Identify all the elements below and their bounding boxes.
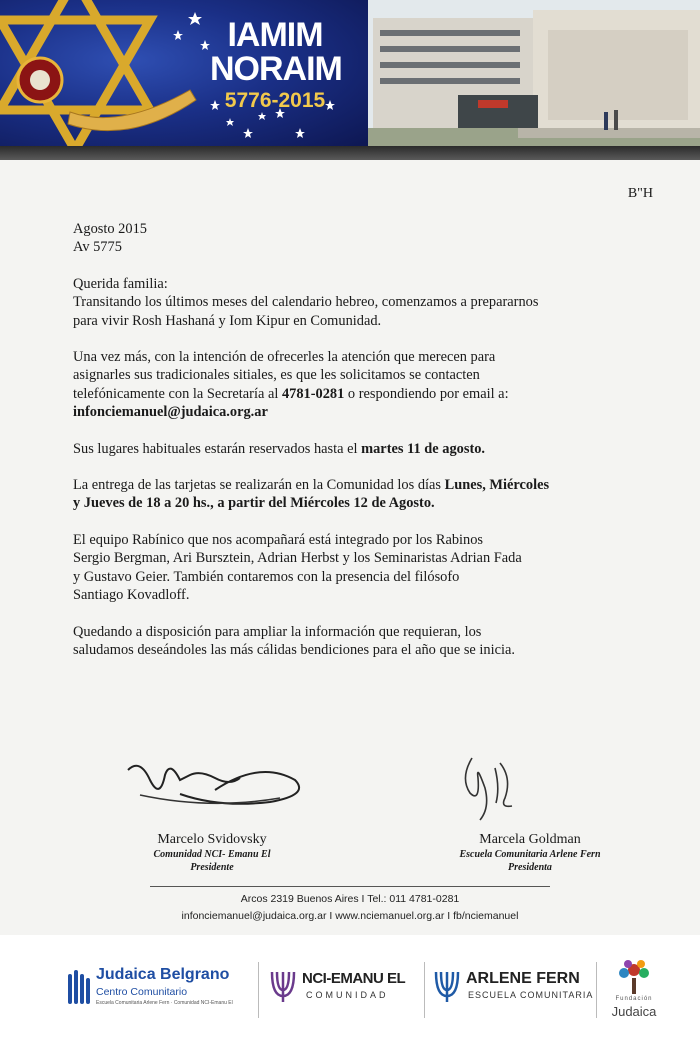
judaica-subtitle: Centro Comunitario xyxy=(96,986,188,998)
arlene-menorah-icon xyxy=(432,968,462,1004)
date-hebrew: Av 5775 xyxy=(73,239,122,256)
letter-date xyxy=(73,220,673,257)
p4-line1-bold: Lunes, Miércoles xyxy=(444,477,550,494)
paragraph-rabbinic-team xyxy=(73,531,673,605)
p2-line3 xyxy=(73,385,673,403)
banner-title-line2: NORAIM xyxy=(210,50,342,88)
signature-block-left xyxy=(87,832,337,874)
header-banner xyxy=(0,0,700,160)
p2-line2: asignarles sus tradicionales sitiales, es que les solicitamos se contacten xyxy=(73,367,480,384)
paragraph-cards xyxy=(73,476,673,513)
phone-number: 4781-0281 xyxy=(281,385,345,402)
logo-arlene-fern xyxy=(432,966,592,1016)
logo-separator xyxy=(424,962,425,1018)
p5-line1: El equipo Rabínico que nos acompañará está integrado por los Rabinos xyxy=(73,531,484,548)
logo-fundacion-judaica xyxy=(604,958,664,1028)
p4-line1-text: La entrega de las tarjetas se realizarán en la Comunidad los días xyxy=(73,477,445,494)
banner-title-year: 5776-2015 xyxy=(224,89,326,112)
nci-menorah-icon xyxy=(268,968,298,1004)
arlene-subtitle: ESCUELA COMUNITARIA xyxy=(468,990,594,1000)
p6-line2: saludamos deseándoles las más cálidas bendiciones para el año que se inicia. xyxy=(73,641,515,658)
p2-line1: Una vez más, con la intención de ofrecerles la atención que merecen para xyxy=(73,349,496,366)
banner-artwork-panel xyxy=(0,0,368,150)
p4-line2-bold: y Jueves de 18 a 20 hs., a partir del Miércoles 12 de Agosto. xyxy=(73,495,435,512)
p5-line2: Sergio Bergman, Ari Bursztein, Adrian Herbst y los Seminaristas Adrian Fada xyxy=(73,550,522,567)
p2-line3-text-b: o respondiendo por email a: xyxy=(344,385,509,402)
logo-nci-emanu-el xyxy=(268,966,418,1016)
greeting: Querida familia: xyxy=(73,275,168,292)
arlene-title: ARLENE FERN xyxy=(466,970,580,987)
signature-svidovsky xyxy=(120,750,310,820)
paragraph-reservation xyxy=(73,440,673,458)
logo-separator xyxy=(596,962,597,1018)
signer-organization: Escuela Comunitaria Arlene Fern xyxy=(459,849,601,860)
signature-block-right xyxy=(405,832,655,874)
tree-icon xyxy=(614,958,654,994)
bh-mark: B"H xyxy=(627,186,653,201)
banner-bottom-strip xyxy=(0,146,700,160)
p1-line2: para vivir Rosh Hashaná y Iom Kipur en Comunidad. xyxy=(73,312,382,329)
signer-role: Presidente xyxy=(190,862,234,873)
p6-line1: Quedando a disposición para ampliar la información que requieran, los xyxy=(73,623,482,640)
logo-judaica-belgrano xyxy=(66,962,266,1022)
paragraph-contact xyxy=(73,348,673,422)
signer-name: Marcelo Svidovsky xyxy=(157,832,267,847)
paragraph-closing xyxy=(73,623,673,660)
p3-text: Sus lugares habituales estarán reservados hasta el xyxy=(73,440,362,457)
signer-name: Marcela Goldman xyxy=(479,832,581,847)
building-illustration xyxy=(368,0,700,150)
fundacion-title: Judaica xyxy=(611,1004,657,1019)
footer-divider xyxy=(150,886,550,887)
contact-address-phone: Arcos 2319 Buenos Aires I Tel.: 011 4781-0281 xyxy=(240,893,460,905)
reservation-deadline: martes 11 de agosto. xyxy=(361,440,486,457)
logo-separator xyxy=(258,962,259,1018)
nci-subtitle: COMUNIDAD xyxy=(306,990,389,1000)
signature-goldman xyxy=(450,748,530,828)
p2-line3-text-a: telefónicamente con la Secretaría al xyxy=(73,385,282,402)
contact-email: infonciemanuel@judaica.org.ar xyxy=(73,404,268,421)
p5-line4: Santiago Kovadloff. xyxy=(73,587,190,604)
signer-organization: Comunidad NCI- Emanu El xyxy=(153,849,271,860)
paragraph-intro xyxy=(73,275,673,330)
p1-line1: Transitando los últimos meses del calendario hebreo, comenzamos a prepararnos xyxy=(73,294,539,311)
p4-line1 xyxy=(73,476,673,494)
banner-title xyxy=(210,18,340,111)
banner-building-photo xyxy=(368,0,700,150)
judaica-title: Judaica Belgrano xyxy=(96,966,230,983)
judaica-small-text: Escuela Comunitaria Arlene Fern · Comunidad NCI-Emanu El xyxy=(96,1000,233,1006)
contact-web-links: infonciemanuel@judaica.org.ar I www.nciemanuel.org.ar I fb/nciemanuel xyxy=(181,910,519,922)
fundacion-small-text: Fundación xyxy=(615,996,653,1002)
nci-title: NCI-EMANU EL xyxy=(302,970,406,987)
judaica-menorah-icon xyxy=(66,966,92,1010)
p5-line3: y Gustavo Geier. También contaremos con la presencia del filósofo xyxy=(73,568,460,585)
signer-role: Presidenta xyxy=(508,862,552,873)
banner-title-line1: IAMIM xyxy=(227,16,323,54)
date-gregorian: Agosto 2015 xyxy=(73,221,147,237)
letter-body xyxy=(73,220,673,677)
